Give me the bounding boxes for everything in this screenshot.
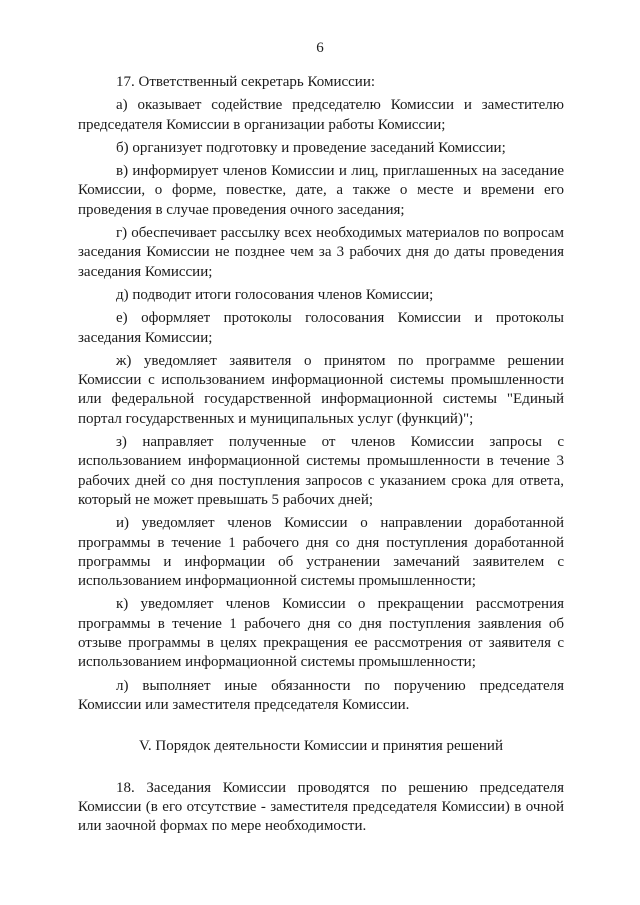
- paragraph-18: 18. Заседания Комиссии проводятся по решению председателя Комиссии (в его отсутствие - заместителя председателя Комиссии) в очной или заочной формах по мере необходимости.: [78, 779, 564, 835]
- paragraph-17-l: л) выполняет иные обязанности по поручению председателя Комиссии или заместителя председателя Комиссии.: [78, 677, 564, 713]
- paragraph-17-g: г) обеспечивает рассылку всех необходимых материалов по вопросам заседания Комиссии не позднее чем за 3 рабочих дня до даты проведения заседания Комиссии;: [78, 225, 564, 280]
- paragraph-17-b: б) организует подготовку и проведение заседаний Комиссии;: [116, 139, 506, 156]
- paragraph-17-v: в) информирует членов Комиссии и лиц, приглашенных на заседание Комиссии, о форме, повестке, дате, а также о месте и времени его проведения в случае проведения очного заседания;: [78, 163, 564, 218]
- paragraph-17-a: а) оказывает содействие председателю Комиссии и заместителю председателя Комиссии в организации работы Комиссии;: [78, 97, 564, 133]
- document-body: [78, 73, 564, 840]
- paragraph-17-e: е) оформляет протоколы голосования Комиссии и протоколы заседания Комиссии;: [78, 310, 564, 346]
- paragraph-17-zh: ж) уведомляет заявителя о принятом по программе решении Комиссии с использованием информационной системы промышленности или федеральной государственной информационной системы "Единый портал государственных и муниципальных услуг (функций)";: [78, 352, 564, 427]
- paragraph-17-z: з) направляет полученные от членов Комиссии запросы с использованием информационной системы промышленности в течение 3 рабочих дней со дня поступления запросов с указанием срока для ответа, который не может превышать 5 рабочих дней;: [78, 434, 564, 508]
- paragraph-17-k: к) уведомляет членов Комиссии о прекращении рассмотрения программы в течение 1 рабочего дня со дня поступления заявления об отзыве программы в целях прекращения ее рассмотрения от заявителя с использованием информационной системы промышленности;: [78, 596, 564, 671]
- paragraph-17-d: д) подводит итоги голосования членов Комиссии;: [116, 286, 434, 303]
- paragraph-17: 17. Ответственный секретарь Комиссии:: [116, 74, 376, 90]
- page-number: 6: [316, 40, 324, 56]
- section-heading: V. Порядок деятельности Комиссии и принятия решений: [139, 738, 503, 755]
- paragraph-17-i: и) уведомляет членов Комиссии о направлении доработанной программы в течение 1 рабочего дня со дня поступления доработанной программы и информации об устранении замечаний заявителем с использованием информационной системы промышленности;: [78, 515, 564, 590]
